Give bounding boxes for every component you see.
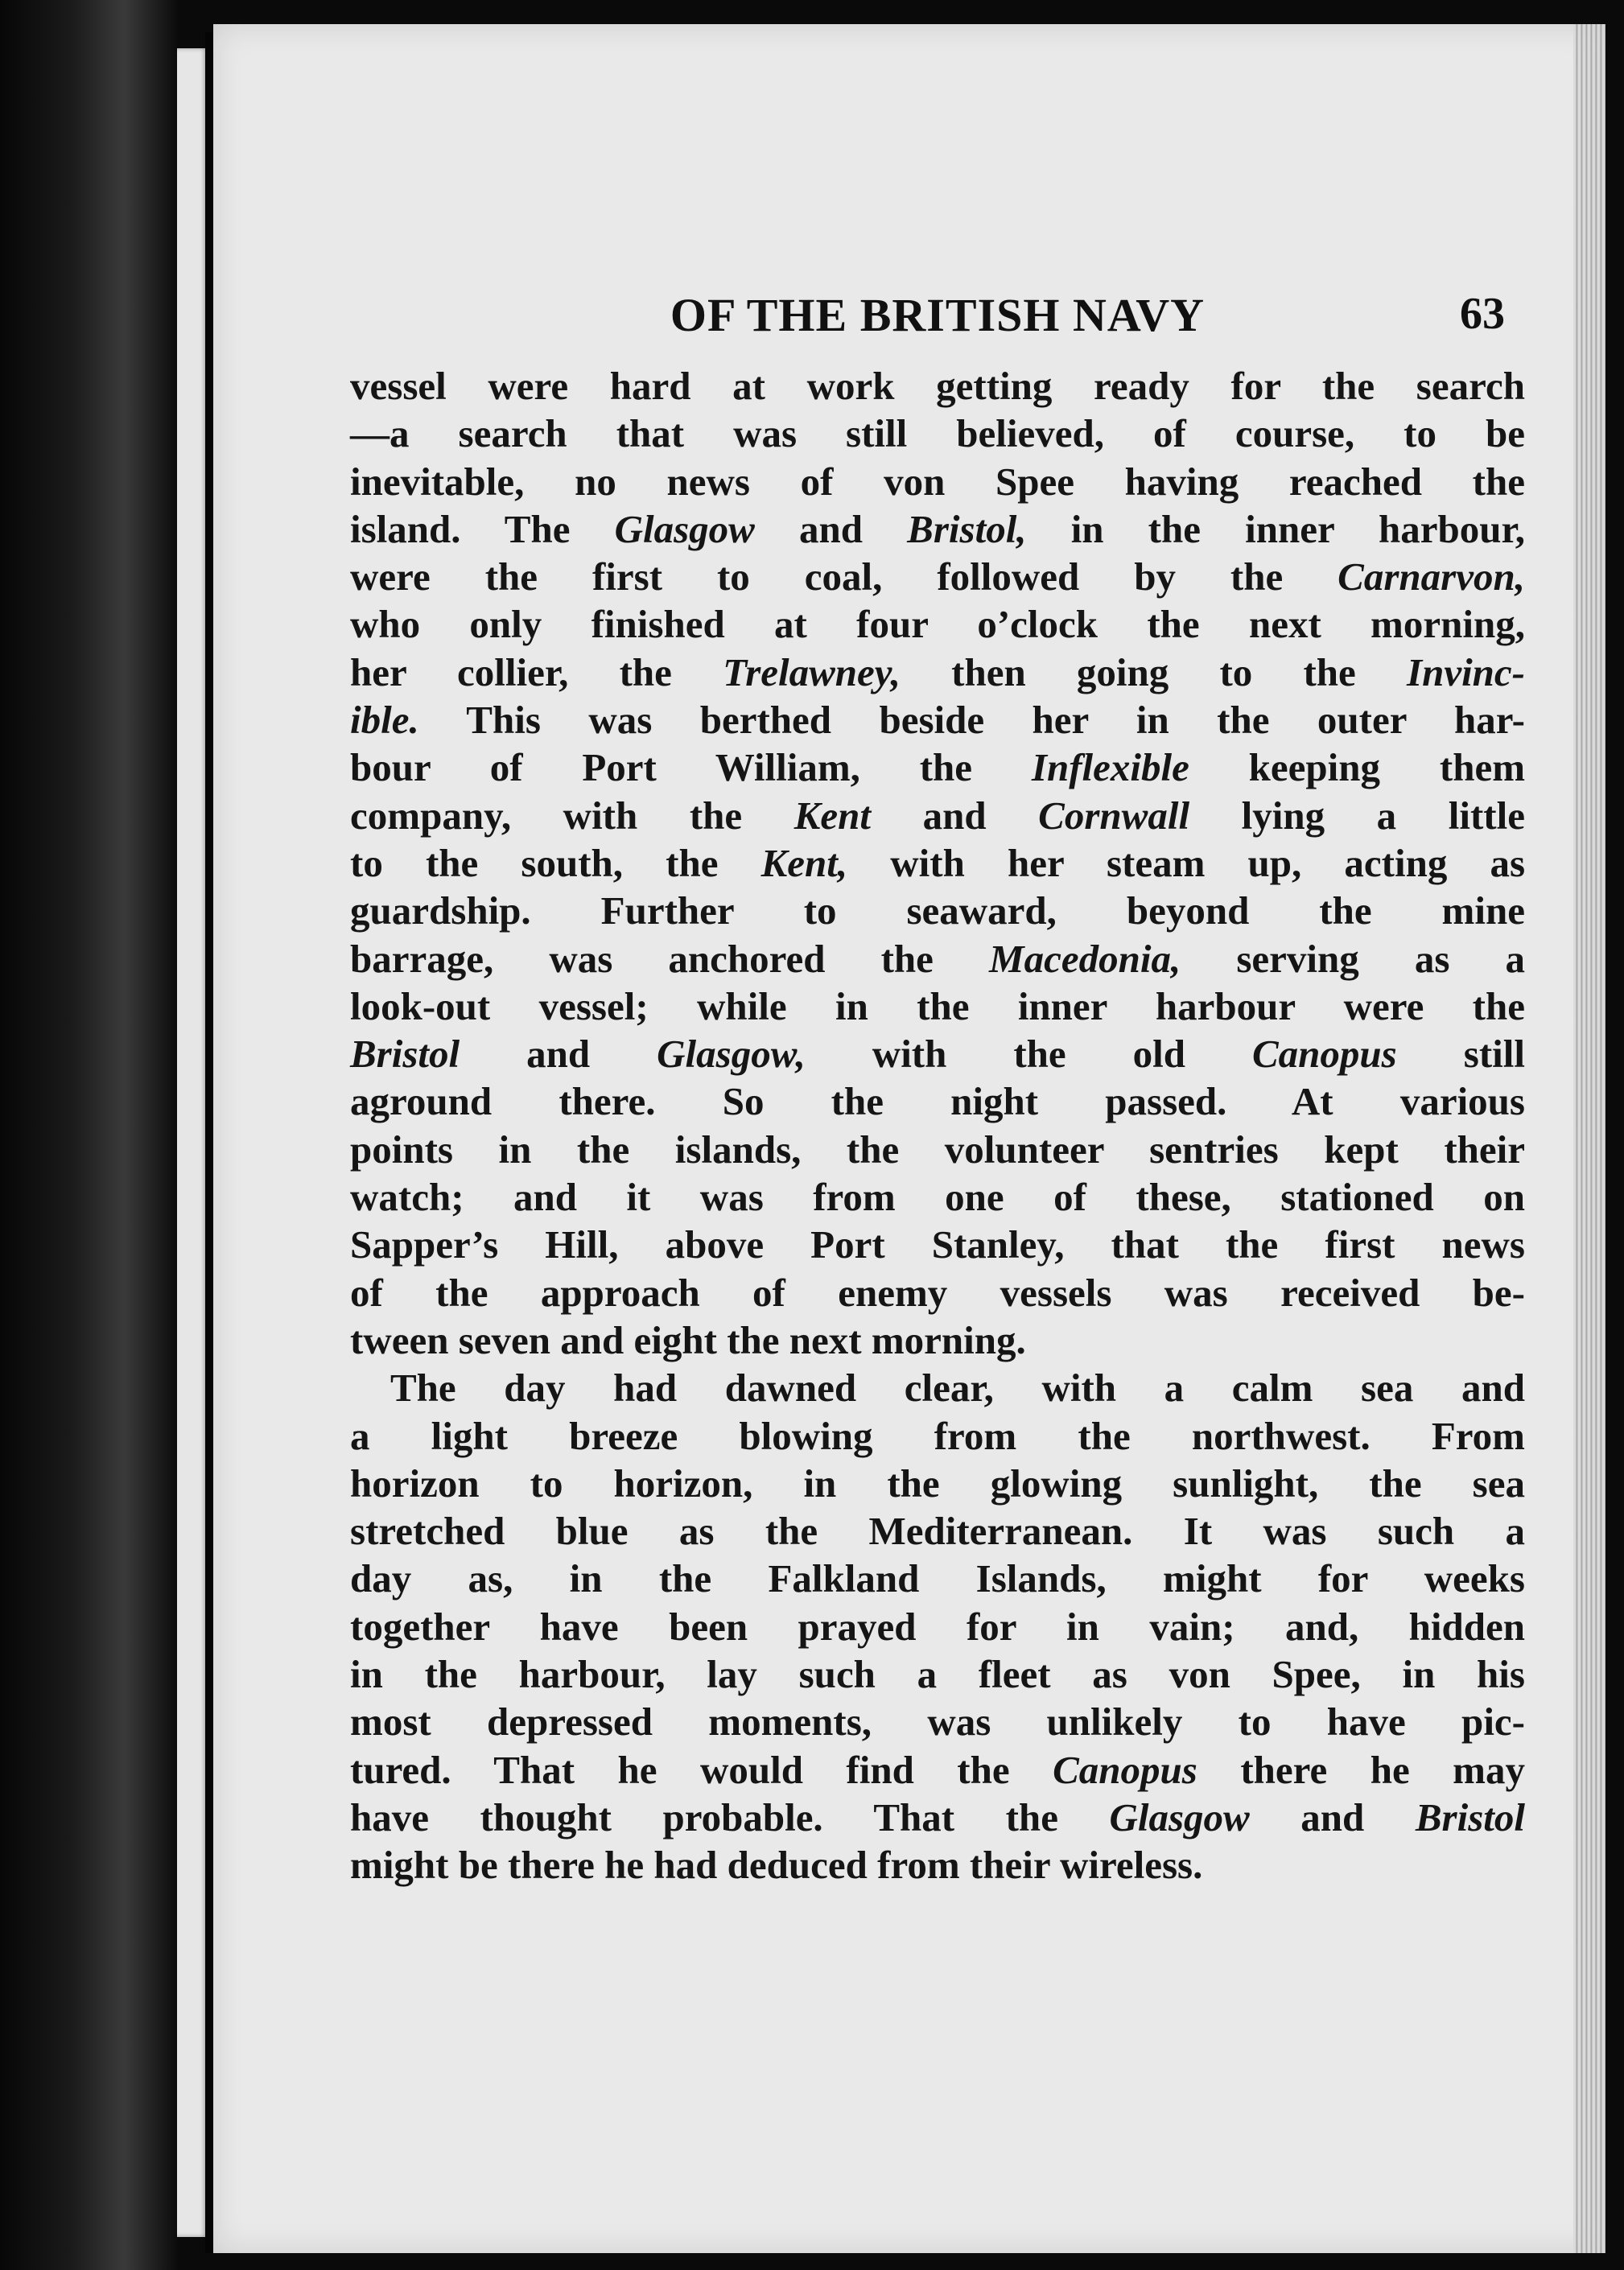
paragraph xyxy=(350,362,1525,1364)
ship-name: Invinc- xyxy=(1407,649,1525,694)
ship-name: Bristol xyxy=(350,1032,460,1077)
text-run: lying a little xyxy=(1189,793,1525,838)
text-line xyxy=(350,744,1525,791)
text-run: then going to the xyxy=(901,649,1407,694)
paragraph xyxy=(350,1364,1525,1889)
text-run: This was berthed beside her in the outer har- xyxy=(418,698,1525,743)
text-line xyxy=(350,839,1525,887)
text-run: with the old xyxy=(805,1032,1252,1077)
text-run: and xyxy=(460,1032,657,1077)
text-run: with her steam up, acting as xyxy=(847,840,1526,885)
ship-name: Bristol, xyxy=(907,506,1027,551)
text-run: in the inner harbour, xyxy=(1026,506,1525,551)
text-run: aground there. So the night passed. At various xyxy=(350,1079,1525,1124)
text-run: and xyxy=(871,793,1039,838)
ship-name: Bristol xyxy=(1415,1794,1525,1839)
text-run: guardship. Further to seaward, beyond the mine xyxy=(350,888,1525,933)
text-run: inevitable, no news of von Spee having reached the xyxy=(350,459,1525,504)
text-run: to the south, the xyxy=(350,840,761,885)
text-line xyxy=(350,1173,1525,1221)
text-line xyxy=(350,1316,1525,1364)
text-run: vessel were hard at work getting ready for the search xyxy=(350,364,1525,408)
ship-name: Cornwall xyxy=(1038,793,1190,838)
text-run: and xyxy=(1249,1794,1416,1839)
facing-page-margin xyxy=(177,48,209,2237)
text-run: horizon to horizon, in the glowing sunlight, the sea xyxy=(350,1460,1525,1506)
book-page xyxy=(213,24,1605,2253)
text-line xyxy=(350,1507,1525,1555)
text-line xyxy=(350,1030,1525,1077)
text-line xyxy=(350,505,1525,553)
text-line xyxy=(350,1269,1525,1316)
ship-name: Kent, xyxy=(760,840,848,885)
text-run: Sapper’s Hill, above Port Stanley, that the first news xyxy=(350,1222,1525,1267)
running-head: OF THE BRITISH NAVY xyxy=(670,289,1206,341)
text-run: watch; and it was from one of these, stationed on xyxy=(350,1175,1525,1220)
ship-name: ible. xyxy=(350,698,419,743)
text-line xyxy=(350,649,1525,696)
body-text xyxy=(350,362,1525,1889)
text-line xyxy=(350,1603,1525,1650)
text-run: together have been prayed for in vain; and, hidden xyxy=(350,1604,1525,1649)
text-run: tween seven and eight the next morning. xyxy=(350,1317,1026,1362)
text-run: and xyxy=(754,506,908,551)
ship-name: Canopus xyxy=(1053,1747,1197,1792)
text-run: barrage, was anchored the xyxy=(350,936,990,981)
text-line xyxy=(350,1460,1525,1507)
text-line xyxy=(350,792,1525,839)
text-run: stretched blue as the Mediterranean. It was such a xyxy=(350,1509,1525,1554)
text-line xyxy=(350,553,1525,600)
text-run: in the harbour, lay such a fleet as von Spee, in his xyxy=(350,1652,1525,1697)
text-run: —a search that was still believed, of course, to be xyxy=(350,411,1525,456)
text-run: company, with the xyxy=(350,793,794,838)
ship-name: Canopus xyxy=(1252,1032,1397,1077)
text-run: were the first to coal, followed by the xyxy=(350,554,1338,599)
text-run: most depressed moments, was unlikely to have pic- xyxy=(350,1699,1525,1745)
facing-page-edge xyxy=(0,0,177,2270)
text-line xyxy=(350,983,1525,1030)
text-run: The day had dawned clear, with a calm sea and xyxy=(390,1366,1525,1411)
text-line xyxy=(350,1650,1525,1698)
text-run: still xyxy=(1396,1032,1525,1077)
text-run: serving as a xyxy=(1181,936,1526,981)
text-run: island. The xyxy=(350,506,615,551)
text-line xyxy=(350,1841,1525,1889)
text-line xyxy=(350,600,1525,648)
ship-name: Kent xyxy=(793,793,871,838)
text-line xyxy=(350,696,1525,744)
text-line xyxy=(350,1412,1525,1460)
page-fore-edge xyxy=(1573,24,1605,2253)
text-run: look-out vessel; while in the inner harbour were the xyxy=(350,983,1525,1028)
text-run: who only finished at four o’clock the next morning, xyxy=(350,602,1525,647)
text-run: tured. That he would find the xyxy=(350,1747,1053,1792)
text-line xyxy=(350,1698,1525,1745)
page-number: 63 xyxy=(1460,289,1505,339)
text-run: keeping them xyxy=(1189,745,1526,790)
ship-name: Glasgow, xyxy=(657,1032,806,1077)
text-run: day as, in the Falkland Islands, might for weeks xyxy=(350,1556,1525,1601)
text-line xyxy=(350,1126,1525,1173)
text-line xyxy=(350,935,1525,983)
ship-name: Carnarvon, xyxy=(1338,554,1525,599)
ship-name: Glasgow xyxy=(1109,1794,1250,1839)
text-run: of the approach of enemy vessels was received be- xyxy=(350,1270,1525,1315)
text-run: her collier, the xyxy=(350,649,723,694)
text-line xyxy=(350,1555,1525,1602)
text-line xyxy=(350,1077,1525,1125)
ship-name: Inflexible xyxy=(1031,745,1189,790)
text-line xyxy=(350,1364,1525,1411)
ship-name: Trelawney, xyxy=(723,649,901,694)
text-run: have thought probable. That the xyxy=(350,1794,1110,1839)
text-line xyxy=(350,458,1525,505)
text-line xyxy=(350,1221,1525,1268)
text-line xyxy=(350,1794,1525,1841)
text-run: there he may xyxy=(1197,1747,1525,1792)
ship-name: Glasgow xyxy=(614,506,755,551)
text-run: a light breeze blowing from the northwest. From xyxy=(350,1413,1525,1458)
ship-name: Macedonia, xyxy=(989,936,1181,981)
text-line xyxy=(350,362,1525,410)
text-line xyxy=(350,887,1525,934)
text-line xyxy=(350,1746,1525,1794)
text-line xyxy=(350,410,1525,457)
page-header xyxy=(370,266,1505,346)
text-run: bour of Port William, the xyxy=(350,745,1032,790)
text-run: points in the islands, the volunteer sentries kept their xyxy=(350,1127,1525,1172)
text-run: might be there he had deduced from their wireless. xyxy=(350,1843,1203,1888)
